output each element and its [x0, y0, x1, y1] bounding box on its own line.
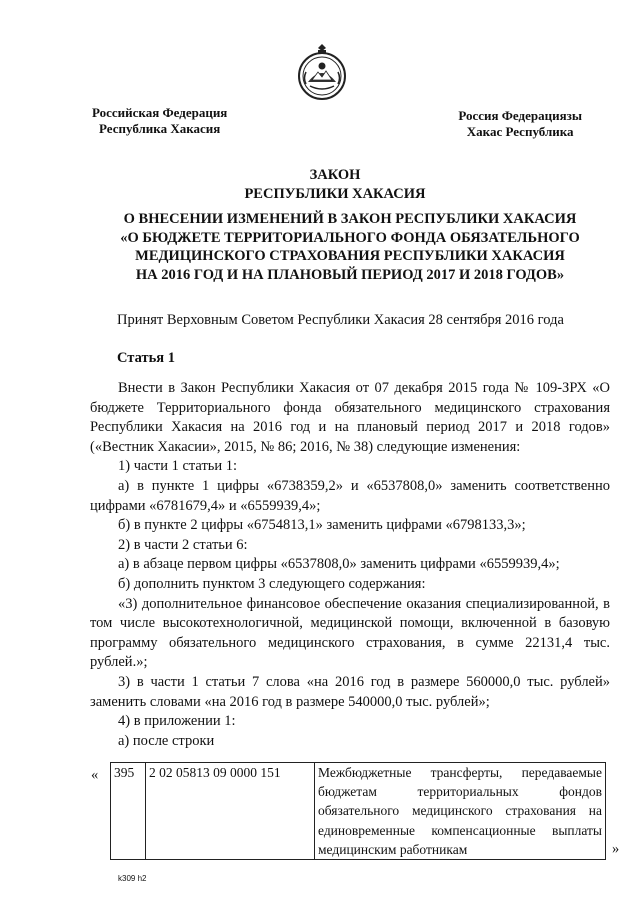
table-close-quote: »	[612, 841, 620, 857]
paragraph-item-1a: а) в пункте 1 цифры «6738359,2» и «6537808,0» заменить соответственно цифрами «6781679,4» и «6559939,4»;	[90, 477, 610, 514]
law-title-line2: РЕСПУБЛИКИ ХАКАСИЯ	[244, 186, 426, 202]
law-title	[0, 166, 640, 204]
paragraph-item-1b: б) в пункте 2 цифры «6754813,1» заменить цифрами «6798133,3»;	[118, 517, 526, 534]
table-cell-description: Межбюджетные трансферты, передаваемые бюджетам территориальных фондов обязательного медицинского страхования на единовременные компенсационные выплаты медицинским работникам	[315, 763, 606, 860]
law-subtitle-line3: МЕДИЦИНСКОГО СТРАХОВАНИЯ РЕСПУБЛИКИ ХАКАСИЯ	[135, 248, 565, 264]
header-right-country: Россия Федерациязы	[458, 108, 582, 123]
law-subtitle	[60, 210, 640, 284]
header-right	[458, 108, 582, 140]
table-cell-code: 395	[111, 763, 146, 860]
adoption-statement: Принят Верховным Советом Республики Хакасия 28 сентября 2016 года	[117, 312, 564, 328]
law-title-line1: ЗАКОН	[309, 167, 361, 183]
paragraph-item-3: 3) в части 1 статьи 7 слова «на 2016 год в размере 560000,0 тыс. рублей» заменить словами «на 2016 год в размере 540000,0 тыс. рублей»;	[90, 673, 610, 710]
header-left-republic: Республика Хакасия	[99, 121, 221, 136]
paragraph-quote-3: «3) дополнительное финансовое обеспечение оказания специализированной, в том числе высокотехнологичной, медицинской помощи, включенной в базовую программу обязательного медицинского страхования, в сумме 22131,4 тыс. рублей.»;	[90, 595, 610, 671]
paragraph-item-2b: б) дополнить пунктом 3 следующего содержания:	[118, 575, 426, 592]
table-open-quote: «	[91, 767, 99, 783]
article-heading: Статья 1	[117, 350, 175, 366]
header-left	[92, 105, 227, 137]
header-right-republic: Хакас Республика	[466, 124, 574, 139]
paragraph-item-2a: а) в абзаце первом цифры «6537808,0» заменить цифрами «6559939,4»;	[118, 556, 560, 573]
law-subtitle-line1: О ВНЕСЕНИИ ИЗМЕНЕНИЙ В ЗАКОН РЕСПУБЛИКИ ХАКАСИЯ	[123, 211, 577, 227]
law-subtitle-line4: НА 2016 ГОД И НА ПЛАНОВЫЙ ПЕРИОД 2017 И 2018 ГОДОВ»	[135, 266, 565, 283]
paragraph-item-4a: а) после строки	[118, 732, 215, 749]
paragraph-intro: Внести в Закон Республики Хакасия от 07 декабря 2015 года № 109-ЗРХ «О бюджете Территориального фонда обязательного медицинского страхования Республики Хакасия на 2016 год и на плановый период 2017 и 2018 годов» («Вестник Хакасии», 2015, № 86; 2016, № 38) следующие изменения:	[90, 380, 610, 455]
paragraph-item-2: 2) в части 2 статьи 6:	[118, 536, 248, 553]
document-code: k309 h2	[118, 874, 147, 883]
budget-table	[110, 762, 606, 860]
paragraph-item-1: 1) части 1 статьи 1:	[118, 458, 238, 475]
paragraph-item-4: 4) в приложении 1:	[118, 713, 236, 730]
table-row	[111, 763, 606, 860]
coat-of-arms-icon	[296, 42, 348, 102]
header-left-country: Российская Федерация	[92, 105, 228, 120]
table-cell-kbk: 2 02 05813 09 0000 151	[146, 763, 315, 860]
law-subtitle-line2: «О БЮДЖЕТЕ ТЕРРИТОРИАЛЬНОГО ФОНДА ОБЯЗАТЕЛЬНОГО	[120, 229, 580, 246]
article-body	[90, 379, 610, 751]
